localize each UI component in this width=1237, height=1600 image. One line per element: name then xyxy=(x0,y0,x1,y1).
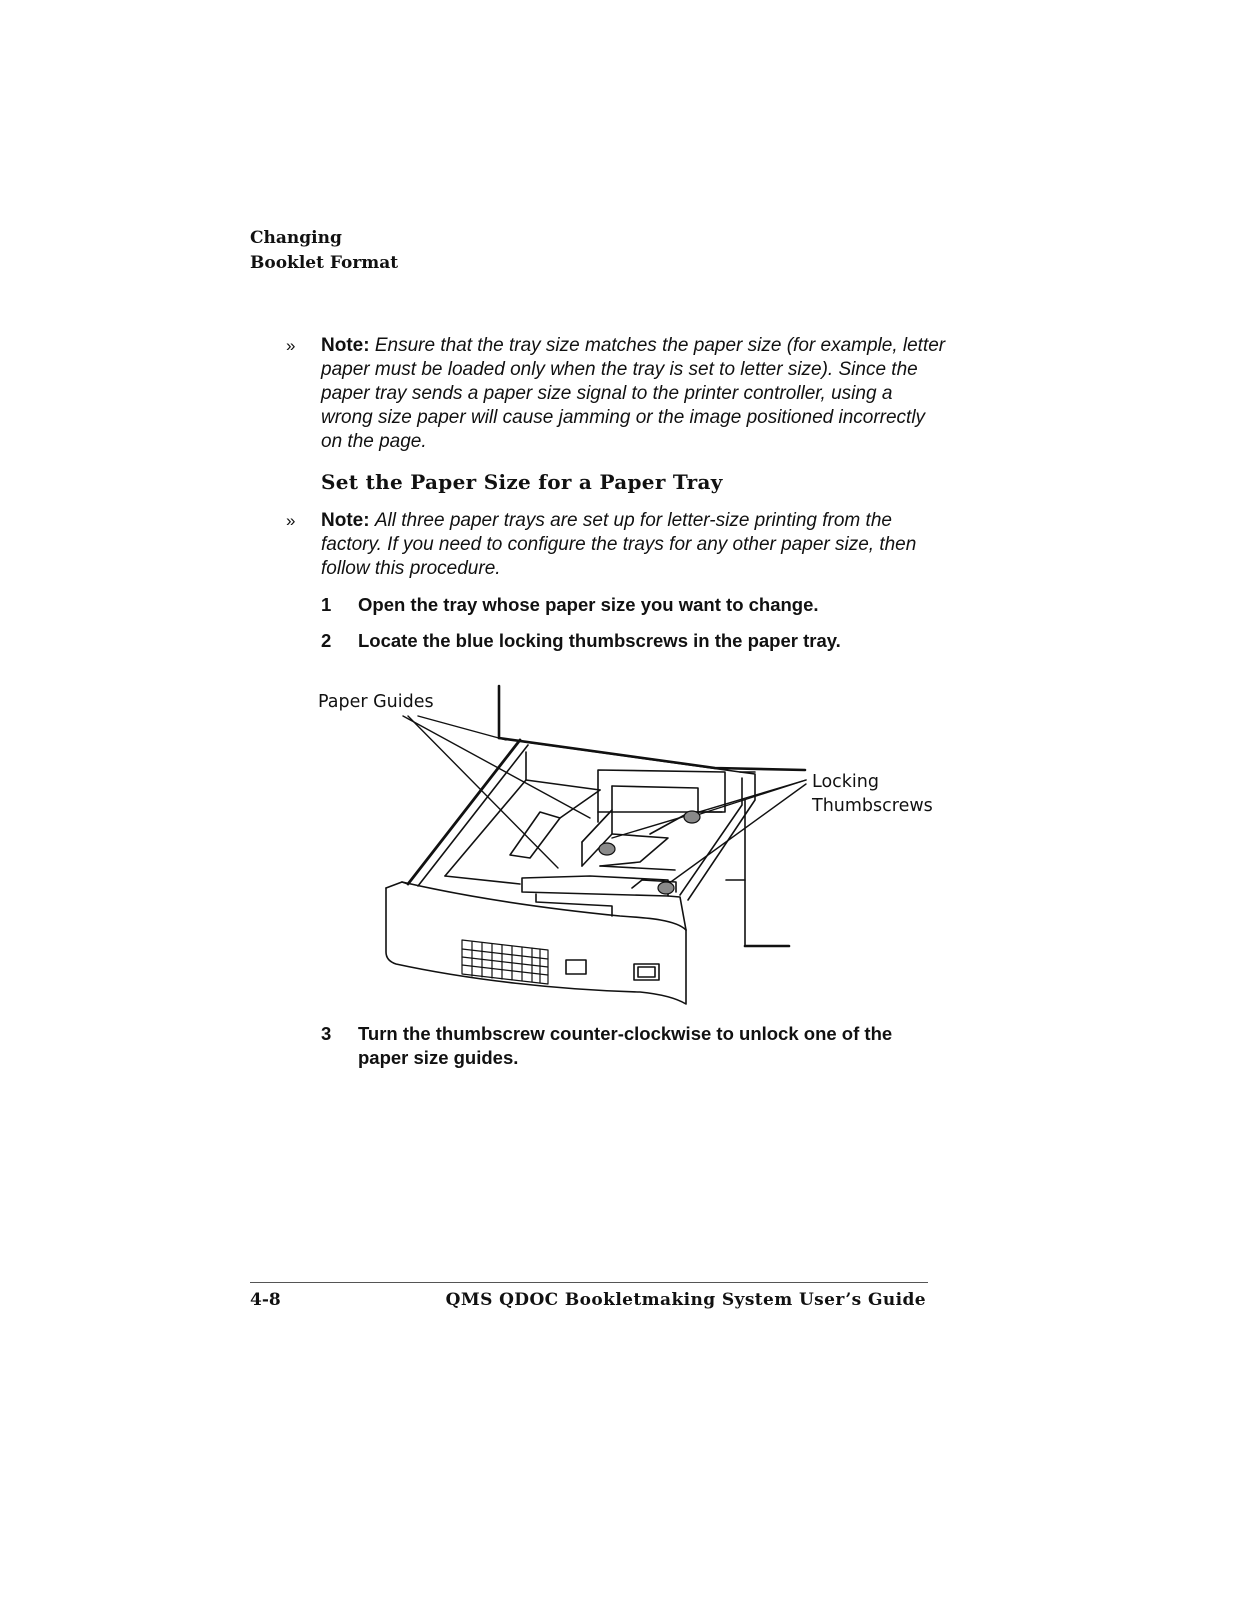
section-label-line2: Booklet Format xyxy=(250,253,399,273)
note-factory-setting xyxy=(286,509,946,581)
step-text: Locate the blue locking thumbscrews in the paper tray. xyxy=(358,630,841,651)
step-number: 3 xyxy=(321,1023,332,1044)
footer-title: QMS QDOC Bookletmaking System User’s Guide xyxy=(445,1290,926,1310)
step-number: 2 xyxy=(321,630,332,651)
section-heading: Set the Paper Size for a Paper Tray xyxy=(321,470,723,494)
step-text: Open the tray whose paper size you want to change. xyxy=(358,594,819,615)
note-lead: Note: xyxy=(321,510,370,531)
step-2 xyxy=(321,629,941,653)
step-3 xyxy=(321,1022,941,1070)
footer-divider xyxy=(250,1282,928,1283)
section-label-line1: Changing xyxy=(250,228,342,248)
label-locking-line1: Locking xyxy=(812,772,879,792)
note-lead: Note: xyxy=(321,335,370,356)
label-paper-guides: Paper Guides xyxy=(318,692,434,712)
step-number: 1 xyxy=(321,594,332,615)
note-text: Ensure that the tray size matches the paper size (for example, letter paper must be loaded only when the tray is set to letter size). Since the paper tray sends a paper size signal to the printer controller, using a wrong size paper will cause jamming or the image positioned incorrectly on the page. xyxy=(321,335,946,452)
step-text: Turn the thumbscrew counter-clockwise to unlock one of the paper size guides. xyxy=(358,1023,893,1068)
step-1 xyxy=(321,593,941,617)
note-tray-size xyxy=(286,334,946,454)
note-bullet: » xyxy=(286,511,296,530)
label-locking-thumbscrews xyxy=(812,770,933,818)
note-text: All three paper trays are set up for letter-size printing from the factory. If you need to configure the trays for any other paper size, then follow this procedure. xyxy=(321,510,917,579)
label-locking-line2: Thumbscrews xyxy=(812,796,933,816)
section-label xyxy=(250,226,398,276)
page-number: 4-8 xyxy=(250,1290,281,1310)
note-bullet: » xyxy=(286,336,296,355)
paper-tray-illustration xyxy=(300,670,940,1015)
